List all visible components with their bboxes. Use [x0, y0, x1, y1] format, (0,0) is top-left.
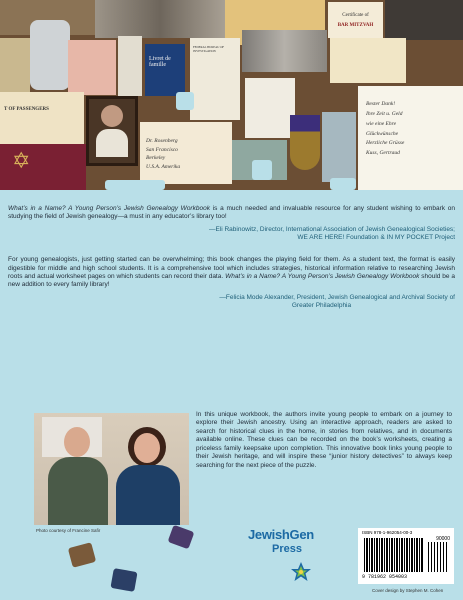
jewishgen-press-text: Press: [272, 543, 302, 555]
puzzle-piece-3: [105, 180, 165, 190]
woman-head: [134, 433, 160, 463]
passenger-list: [0, 92, 84, 144]
isbn-label: ISBN 978-1-962054-00-3: [362, 530, 413, 535]
woman-portrait: [101, 105, 123, 127]
document-sheet: [118, 36, 142, 96]
woman-top: [116, 465, 180, 525]
review-2-body-end: should be a new addition to every family library!: [8, 272, 456, 289]
puzzle-piece-2: [252, 160, 272, 180]
authors-photo: [34, 413, 189, 525]
review-1-attribution-2: WE ARE HERE! Foundation & IN MY POCKET Project: [297, 233, 455, 241]
woman-portrait-body: [96, 129, 128, 157]
review-2-book-title: What’s in a Name? A Young Person’s Jewish Genealogy Workbook: [225, 272, 420, 280]
cover-credit: Cover design by Stephen M. Cohen: [372, 588, 444, 593]
review-2-body-start: For young genealogists, just getting started can be overwhelming; this book changes the playing field for them. As a student text, the format is easily digestible for middle and high school students. It is a comprehensive tool which includes strategies, historical information relative to researching Jewish roots and actual worksheet pages on which students can record their data.: [8, 256, 455, 280]
puzzle-piece-bottom-1: [68, 542, 96, 568]
man-head: [64, 427, 90, 457]
man-portrait: [245, 78, 295, 138]
pink-card: [68, 40, 116, 95]
review-2-attribution-1: —Felicia Mode Alexander, President, Jewish Genealogical and Archival Society of: [219, 293, 455, 301]
livret-text: Livret de famille: [149, 56, 171, 68]
government-text: FEDERAL BUREAU OF INVESTIGATION: [193, 45, 225, 53]
review-1-attribution-1: —Eli Rabinowitz, Director, International Association of Jewish Genealogical Societies;: [208, 225, 455, 233]
review-2: [8, 256, 455, 289]
star-of-david-icon: ✡: [12, 148, 31, 173]
review-1-book-title: What’s in a Name? A Young Person’s Jewish Genealogy Workbook: [8, 205, 210, 212]
barcode-box: [358, 528, 454, 584]
postcard-text: Dr. Rosenberg San Francisco Berkeley U.S.A. Amerika: [146, 137, 181, 171]
review-1-body: is a much needed and invaluable resource for any student wishing to embark on studying the field of Jewish genealogy—a must in any educator’s library too!: [8, 205, 455, 221]
postcard: [140, 122, 232, 184]
collage-image: [0, 0, 463, 190]
fbi-document: [190, 38, 240, 120]
review-1: [8, 205, 455, 222]
reviews-section: [8, 205, 455, 310]
certificate-title: Certificate of: [342, 13, 369, 18]
jewishgen-star-icon: [290, 561, 312, 583]
crowd-photo: [95, 0, 225, 38]
puzzle-piece-bottom-2: [168, 525, 195, 549]
man-shirt: [48, 457, 108, 525]
diploma-document: [330, 38, 406, 83]
passenger-text: T OF PASSENGERS: [4, 107, 49, 112]
certificate-document: [328, 2, 383, 38]
portrait-photo-top-right: [385, 0, 463, 40]
medal-image: [290, 115, 320, 170]
puzzle-piece-1: [176, 92, 194, 110]
candlestick-image: [30, 20, 70, 90]
jewishgen-logo-text: JewishGen: [248, 527, 314, 542]
livret-de-famille-book: [145, 44, 185, 96]
group-photo: [242, 30, 327, 72]
puzzle-piece-4: [330, 178, 356, 190]
stamp-tile: [322, 112, 356, 182]
book-blurb: In this unique workbook, the authors invite young people to embark on a journey to explore their Jewish ancestry. Using an interactive approach, readers are asked to search for historical clues in the home, in stories from relatives, and in documents available online. These clues can be recorded on the book’s worksheets, creating a priceless family keepsake upon completion. This innovative book links young people to their Jewish heritage, and will inspire these “junior history detectives” to always keep searching for the next piece of the puzzle.: [196, 411, 452, 469]
review-2-attribution-2: Greater Philadelphia: [291, 301, 352, 309]
handwriting-text: Bester Dank! Ihre Zeit u. Geld wie eine Ehre Glückwünsche Herzliche Grüsse Kuss, Gertraud: [366, 100, 405, 157]
barcode-bars: [364, 538, 424, 572]
price-barcode-bars: [428, 542, 448, 572]
puzzle-piece-bottom-3: [110, 568, 137, 592]
handwritten-letter: [358, 86, 463, 190]
price-code: 90000: [436, 536, 450, 542]
certificate-subtitle: BAR MITZVAH: [337, 23, 374, 28]
barcode-number: 9 781962 054003: [362, 574, 408, 580]
photo-credit: Photo courtesy of Francine Safir: [36, 528, 101, 533]
woman-portrait-frame: [86, 96, 138, 166]
